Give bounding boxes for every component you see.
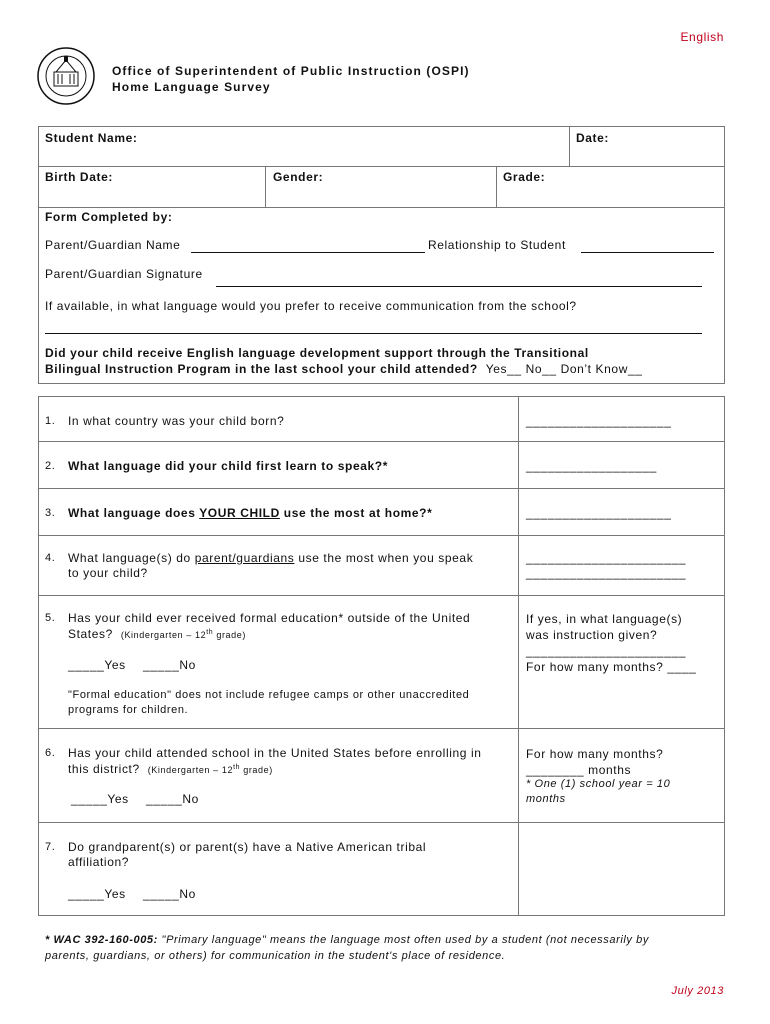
q3-answer-field[interactable]: ____________________	[526, 506, 672, 520]
q6-text-line2: this district? (Kindergarten – 12th grade)	[68, 762, 273, 776]
office-header	[112, 63, 470, 95]
q5-language-field[interactable]: ______________________	[526, 644, 687, 658]
q5-no-option[interactable]: _____No	[143, 658, 196, 672]
tbip-question-line2: Bilingual Instruction Program in the last school your child attended?	[45, 362, 478, 376]
birth-date-label: Birth Date:	[45, 170, 113, 184]
q5-note: "Formal education" does not include refugee camps or other unaccredited programs for children.	[68, 689, 470, 716]
parent-name-field[interactable]	[191, 252, 425, 253]
q7-yes-option[interactable]: _____Yes	[68, 887, 126, 901]
q6-school-year-note: * One (1) school year = 10 months	[526, 778, 671, 805]
signature-label: Parent/Guardian Signature	[45, 267, 203, 281]
grade-label: Grade:	[503, 170, 546, 184]
q6-number: 6.	[45, 747, 56, 759]
tbip-options[interactable]: Yes__ No__ Don’t Know__	[485, 362, 643, 376]
gender-label: Gender:	[273, 170, 324, 184]
q6-months-field[interactable]: ________ months	[526, 763, 632, 777]
q7-no-option[interactable]: _____No	[143, 887, 196, 901]
q2-number: 2.	[45, 460, 56, 472]
q5-text-line2: States? (Kindergarten – 12th grade)	[68, 627, 246, 641]
date-footer: July 2013	[671, 985, 724, 997]
survey-title: Home Language Survey	[112, 80, 271, 94]
date-label: Date:	[576, 131, 610, 145]
q1-number: 1.	[45, 415, 56, 427]
footnote: * WAC 392-160-005: "Primary language" means the language most often used by a student (not necessarily by parents, guardians, or others) for communication in the student's place of residence.	[45, 934, 649, 962]
q5-text-line1: Has your child ever received formal education* outside of the United	[68, 611, 471, 625]
q4-text: What language(s) do parent/guardians use the most when you speak	[68, 551, 474, 565]
parent-name-label: Parent/Guardian Name	[45, 238, 181, 252]
q5-number: 5.	[45, 612, 56, 624]
q3-number: 3.	[45, 507, 56, 519]
preferred-language-question: If available, in what language would you prefer to receive communication from the school?	[45, 299, 577, 313]
student-name-label: Student Name:	[45, 131, 138, 145]
q4-text-line2: to your child?	[68, 566, 148, 580]
q2-answer-field[interactable]: __________________	[526, 459, 657, 473]
q6-right-column: For how many months? ________ months	[526, 747, 664, 777]
q3-text: What language does YOUR CHILD use the most at home?*	[68, 506, 433, 520]
preferred-language-field[interactable]	[45, 333, 702, 334]
q7-text-line2: affiliation?	[68, 855, 130, 869]
signature-field[interactable]	[216, 286, 702, 287]
q1-answer-field[interactable]: ____________________	[526, 414, 672, 428]
relationship-field[interactable]	[581, 252, 714, 253]
q6-yes-option[interactable]: _____Yes	[71, 792, 129, 806]
q4-number: 4.	[45, 552, 56, 564]
form-completed-title: Form Completed by:	[45, 210, 173, 224]
q5-yes-option[interactable]: _____Yes	[68, 658, 126, 672]
q5-months-field[interactable]: For how many months? ____	[526, 660, 697, 674]
q4-answer-field-2[interactable]: ______________________	[526, 566, 687, 580]
language-label: English	[680, 30, 724, 44]
tbip-question-line1: Did your child receive English language development support through the Transitional	[45, 346, 589, 360]
q7-text-line1: Do grandparent(s) or parent(s) have a Native American tribal	[68, 840, 427, 854]
relationship-label: Relationship to Student	[428, 238, 566, 252]
q4-answer-field-1[interactable]: ______________________	[526, 551, 687, 565]
footnote-code: * WAC 392-160-005:	[45, 934, 158, 946]
office-title: Office of Superintendent of Public Instruction (OSPI)	[112, 64, 470, 78]
q5-right-column: If yes, in what language(s) was instruction given? ______________________ For how many months? ____	[526, 612, 697, 674]
q6-no-option[interactable]: _____No	[146, 792, 199, 806]
q2-text: What language did your child first learn to speak?*	[68, 459, 388, 473]
q6-text-line1: Has your child attended school in the United States before enrolling in	[68, 746, 482, 760]
q1-text: In what country was your child born?	[68, 414, 285, 428]
ospi-seal-icon	[36, 46, 96, 106]
q7-number: 7.	[45, 841, 56, 853]
